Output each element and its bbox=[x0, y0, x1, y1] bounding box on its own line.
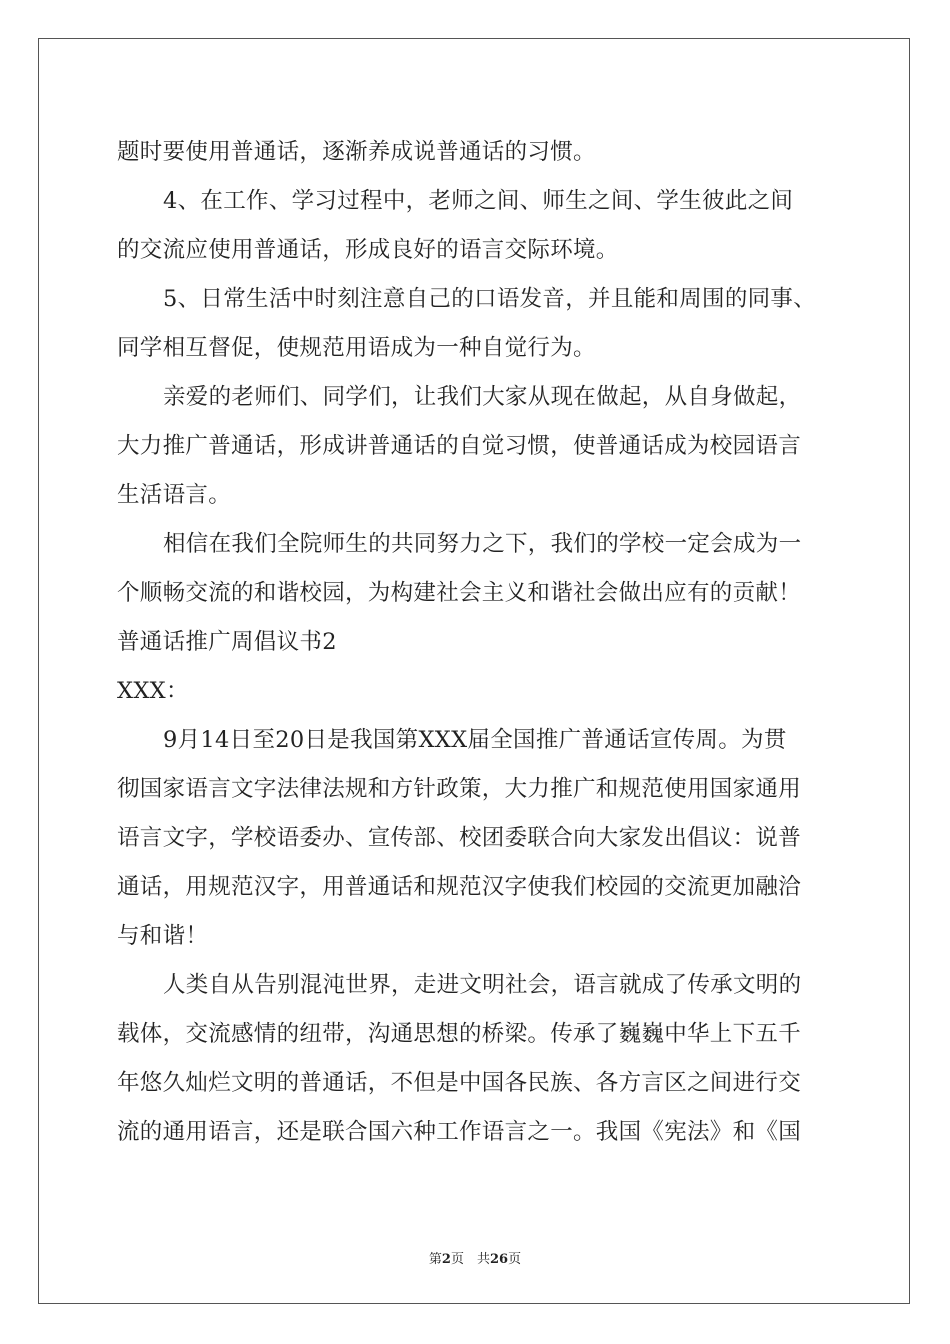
text-line: 语言文字，学校语委办、宣传部、校团委联合向大家发出倡议：说普 bbox=[117, 825, 802, 851]
text-line: 载体，交流感情的纽带，沟通思想的桥梁。传承了巍巍中华上下五千 bbox=[117, 1021, 802, 1047]
text-line: 题时要使用普通话，逐渐养成说普通话的习惯。 bbox=[117, 139, 596, 165]
text-line: 相信在我们全院师生的共同努力之下，我们的学校一定会成为一 bbox=[163, 531, 802, 557]
text-line: 流的通用语言，还是联合国六种工作语言之一。我国《宪法》和《国 bbox=[117, 1119, 802, 1145]
text-line: 4、在工作、学习过程中，老师之间、师生之间、学生彼此之间 bbox=[163, 188, 794, 214]
text-line: 与和谐！ bbox=[117, 923, 209, 949]
text-line: 个顺畅交流的和谐校园，为构建社会主义和谐社会做出应有的贡献！ bbox=[117, 580, 802, 606]
text-line: 的交流应使用普通话，形成良好的语言交际环境。 bbox=[117, 237, 619, 263]
page-current: 2 bbox=[441, 1252, 451, 1267]
page-prefix: 第 bbox=[428, 1252, 442, 1267]
text-line: 人类自从告别混沌世界，走进文明社会，语言就成了传承文明的 bbox=[163, 972, 802, 998]
text-line: 同学相互督促，使规范用语成为一种自觉行为。 bbox=[117, 335, 596, 361]
text-line: 亲爱的老师们、同学们，让我们大家从现在做起，从自身做起， bbox=[163, 384, 802, 410]
text-line: 生活语言。 bbox=[117, 482, 232, 508]
text-line: 彻国家语言文字法律法规和方针政策，大力推广和规范使用国家通用 bbox=[117, 776, 802, 802]
page-footer bbox=[0, 1248, 950, 1267]
salutation: XXX： bbox=[117, 678, 189, 704]
text-line: 年悠久灿烂文明的普通话，不但是中国各民族、各方言区之间进行交 bbox=[117, 1070, 802, 1096]
text-line: 5、日常生活中时刻注意自己的口语发音，并且能和周围的同事、 bbox=[163, 286, 817, 312]
text-line: 大力推广普通话，形成讲普通话的自觉习惯，使普通话成为校园语言 bbox=[117, 433, 802, 459]
page-mid: 页 共 bbox=[450, 1252, 490, 1267]
page-total: 26 bbox=[489, 1252, 509, 1267]
section-title: 普通话推广周倡议书2 bbox=[117, 629, 337, 655]
document-body bbox=[117, 128, 837, 1157]
text-line: 通话，用规范汉字，用普通话和规范汉字使我们校园的交流更加融洽 bbox=[117, 874, 802, 900]
text-line: 9月14日至20日是我国第XXX届全国推广普通话宣传周。为贯 bbox=[163, 727, 787, 753]
page-suffix: 页 bbox=[508, 1252, 522, 1267]
